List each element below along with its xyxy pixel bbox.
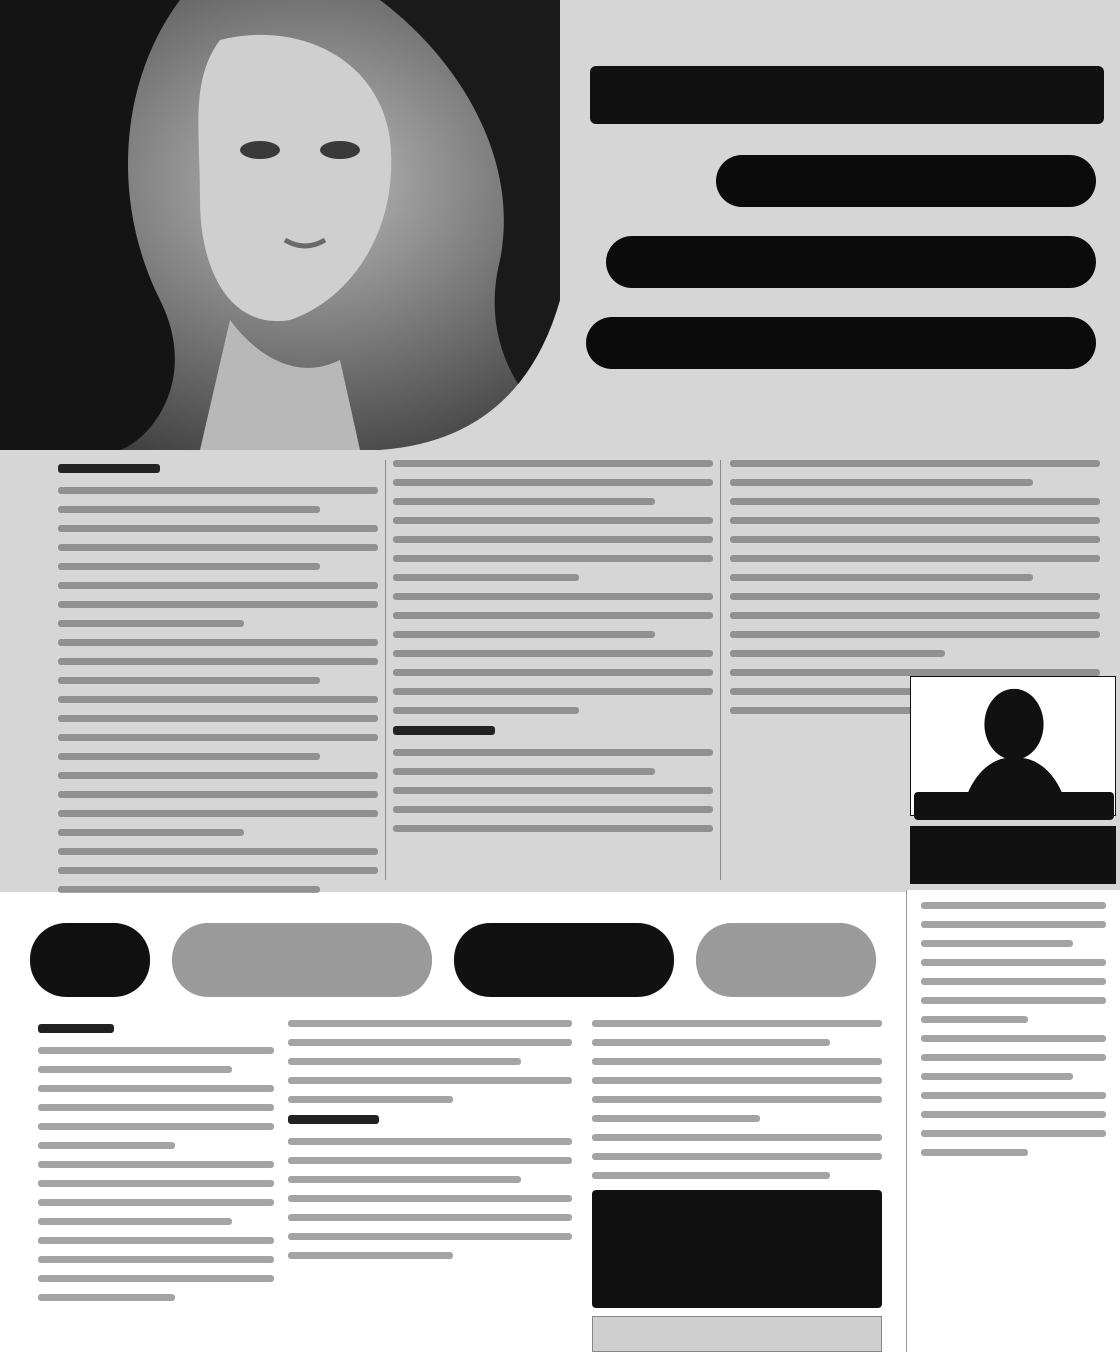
col-subhead: [58, 464, 160, 473]
second-article-title: [30, 912, 880, 1008]
main-headline: [566, 140, 1110, 384]
expert-credit-box: [592, 1190, 882, 1308]
headline-line-1: [716, 155, 1096, 207]
column-rule: [385, 460, 386, 880]
col-subhead: [38, 1024, 114, 1033]
compiler-credit-box: [592, 1316, 882, 1352]
sidebar-body: [906, 890, 1120, 1352]
article-bottom-col1: [38, 1020, 274, 1313]
col-subhead: [393, 726, 495, 735]
sidebar-title: [914, 792, 1114, 820]
headline-kicker: [590, 66, 1104, 124]
article-bottom-col3: [592, 1020, 882, 1191]
sidebar-subtitle: [910, 826, 1116, 884]
headline-line-2: [606, 236, 1096, 288]
portrait-photo: [0, 0, 560, 450]
col-subhead: [288, 1115, 379, 1124]
article-bottom-col2: [288, 1020, 572, 1271]
article-top-col1: [58, 460, 378, 905]
column-rule: [720, 460, 721, 880]
headline-line-3: [586, 317, 1096, 369]
article-top-col2: [393, 460, 713, 844]
